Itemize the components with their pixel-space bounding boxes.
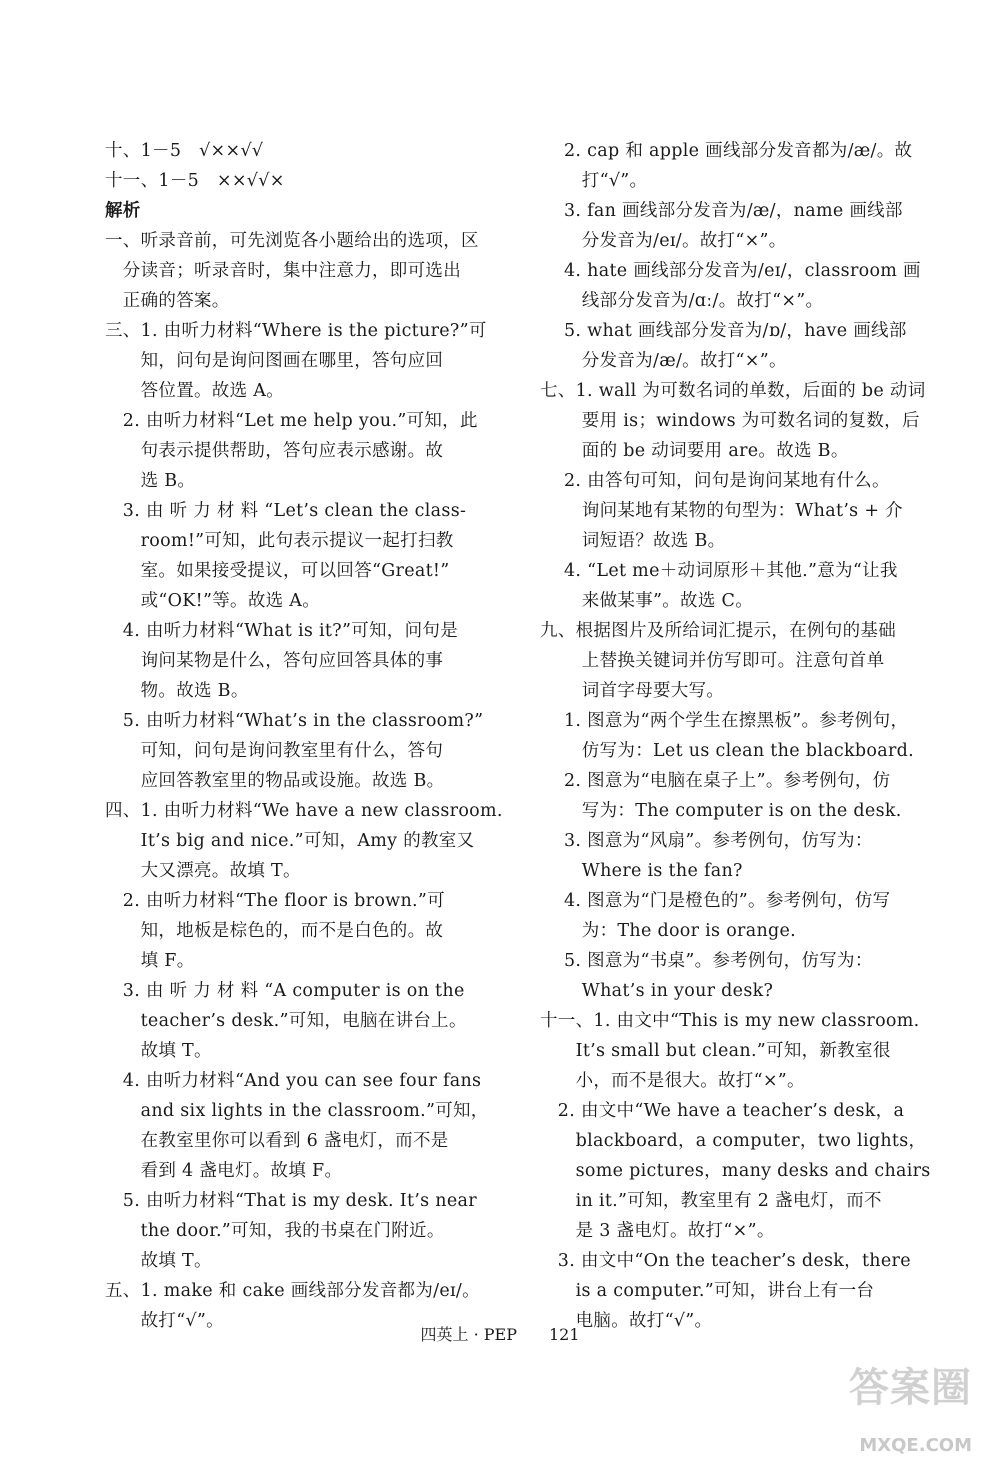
text-line: 写为：The computer is on the desk. xyxy=(564,801,902,821)
text-line: 应回答教室里的物品或设施。故选 B。 xyxy=(105,771,445,791)
text-line: 可知，问句是询问教室里有什么，答句 xyxy=(105,741,444,761)
text-line: 词首字母要大写。 xyxy=(564,681,725,701)
text-line: 分读音；听录音时，集中注意力，即可选出 xyxy=(105,261,461,281)
text-line: 3. 由 听 力 材 料 “Let’s clean the class- xyxy=(105,501,467,521)
answer-line: 十一、1－5 ××√√× xyxy=(105,171,285,191)
text-line: It’s small but clean.”可知，新教室很 xyxy=(540,1041,891,1061)
text-line: is a computer.”可知，讲台上有一台 xyxy=(540,1281,875,1301)
text-line: 4. 由听力材料“What is it?”可知，问句是 xyxy=(105,621,458,641)
text-line: 4. 由听力材料“And you can see four fans xyxy=(105,1071,482,1091)
text-line: room!”可知，此句表示提议一起打扫教 xyxy=(105,531,454,551)
text-line: 室。如果接受提议，可以回答“Great!” xyxy=(105,561,450,581)
section-heading: 解析 xyxy=(105,201,141,221)
text-line: 九、根据图片及所给词汇提示，在例句的基础 xyxy=(540,621,896,641)
text-line: 3. 图意为“风扇”。参考例句，仿写为： xyxy=(564,831,873,851)
text-line: 是 3 盏电灯。故打“×”。 xyxy=(540,1221,775,1241)
text-line: 上替换关键词并仿写即可。注意句首单 xyxy=(564,651,885,671)
text-line: 询问某物是什么，答句应回答具体的事 xyxy=(105,651,444,671)
text-line: 2. 由听力材料“The floor is brown.”可 xyxy=(105,891,445,911)
text-line: 分发音为/eɪ/。故打“×”。 xyxy=(564,231,787,251)
text-line: 一、听录音前，可先浏览各小题给出的选项，区 xyxy=(105,231,479,251)
answer-line: 十、1－5 √××√√ xyxy=(105,141,264,161)
text-line: 3. fan 画线部分发音为/æ/，name 画线部 xyxy=(564,201,903,221)
text-line: 看到 4 盏电灯。故填 F。 xyxy=(105,1161,343,1181)
text-line: in it.”可知，教室里有 2 盏电灯，而不 xyxy=(540,1191,882,1211)
text-line: 物。故选 B。 xyxy=(105,681,249,701)
text-line: 知，地板是棕色的，而不是白色的。故 xyxy=(105,921,444,941)
text-line: 填 F。 xyxy=(105,951,195,971)
text-line: 答位置。故选 A。 xyxy=(105,381,284,401)
text-line: 要用 is；windows 为可数名词的复数，后 xyxy=(564,411,920,431)
text-line: 七、1. wall 为可数名词的单数，后面的 be 动词 xyxy=(540,381,926,401)
text-line: 2. 由听力材料“Let me help you.”可知，此 xyxy=(105,411,478,431)
text-line: 故填 T。 xyxy=(105,1251,212,1271)
watermark-logo xyxy=(822,1356,972,1456)
watermark-text: 答案圈 xyxy=(849,1365,972,1411)
text-line: 面的 be 动词要用 are。故选 B。 xyxy=(564,441,849,461)
text-line: 5. 由听力材料“What’s in the classroom?” xyxy=(105,711,484,731)
text-line: 故填 T。 xyxy=(105,1041,212,1061)
text-line: 询问某地有某物的句型为：What’s + 介 xyxy=(564,501,903,521)
text-line: 来做某事”。故选 C。 xyxy=(564,591,753,611)
text-line: 2. 由答句可知，问句是询问某地有什么。 xyxy=(564,471,890,491)
text-line: 2. 由文中“We have a teacher’s desk，a xyxy=(540,1101,905,1121)
text-line: 三、1. 由听力材料“Where is the picture?”可 xyxy=(105,321,487,341)
text-line: blackboard，a computer，two lights， xyxy=(540,1131,927,1151)
text-line: It’s big and nice.”可知，Amy 的教室又 xyxy=(105,831,475,851)
text-line: 4. 图意为“门是橙色的”。参考例句，仿写 xyxy=(564,891,891,911)
text-line: the door.”可知，我的书桌在门附近。 xyxy=(105,1221,445,1241)
text-line: 5. 由听力材料“That is my desk. It’s near xyxy=(105,1191,477,1211)
text-line: 5. what 画线部分发音为/ɒ/，have 画线部 xyxy=(564,321,907,341)
text-line: 大又漂亮。故填 T。 xyxy=(105,861,301,881)
text-line: 知，问句是询问图画在哪里，答句应回 xyxy=(105,351,444,371)
text-line: 词短语？故选 B。 xyxy=(564,531,726,551)
watermark-url: MXQE.COM xyxy=(859,1435,972,1456)
page-footer: 四英上 · PEP 121 xyxy=(420,1325,580,1344)
text-line: 小，而不是很大。故打“×”。 xyxy=(540,1071,805,1091)
text-line: 在教室里你可以看到 6 盏电灯，而不是 xyxy=(105,1131,449,1151)
text-line: 正确的答案。 xyxy=(105,291,230,311)
text-line: 仿写为：Let us clean the blackboard. xyxy=(564,741,914,761)
text-line: 分发音为/æ/。故打“×”。 xyxy=(564,351,787,371)
text-line: 4. hate 画线部分发音为/eɪ/，classroom 画 xyxy=(564,261,921,281)
text-line: 1. 图意为“两个学生在擦黑板”。参考例句， xyxy=(564,711,909,731)
text-line: some pictures，many desks and chairs xyxy=(540,1161,931,1181)
text-line: 或“OK!”等。故选 A。 xyxy=(105,591,321,611)
text-line: What’s in your desk? xyxy=(564,981,774,1001)
text-line: 2. cap 和 apple 画线部分发音都为/æ/。故 xyxy=(564,141,913,161)
text-line: 2. 图意为“电脑在桌子上”。参考例句，仿 xyxy=(564,771,891,791)
text-line: 故打“√”。 xyxy=(105,1311,224,1331)
text-line: Where is the fan? xyxy=(564,861,743,881)
text-line: 电脑。故打“√”。 xyxy=(540,1311,713,1331)
text-line: teacher’s desk.”可知，电脑在讲台上。 xyxy=(105,1011,467,1031)
text-line: 3. 由 听 力 材 料 “A computer is on the xyxy=(105,981,465,1001)
text-line: 线部分发音为/ɑː/。故打“×”。 xyxy=(564,291,824,311)
text-line: 4. “Let me＋动词原形＋其他.”意为“让我 xyxy=(564,561,898,581)
text-line: and six lights in the classroom.”可知， xyxy=(105,1101,489,1121)
text-line: 五、1. make 和 cake 画线部分发音都为/eɪ/。 xyxy=(105,1281,480,1301)
text-line: 为：The door is orange. xyxy=(564,921,797,941)
text-line: 四、1. 由听力材料“We have a new classroom. xyxy=(105,801,503,821)
text-line: 3. 由文中“On the teacher’s desk，there xyxy=(540,1251,911,1271)
text-line: 5. 图意为“书桌”。参考例句，仿写为： xyxy=(564,951,873,971)
text-line: 打“√”。 xyxy=(564,171,648,191)
text-line: 句表示提供帮助，答句应表示感谢。故 xyxy=(105,441,444,461)
text-line: 十一、1. 由文中“This is my new classroom. xyxy=(540,1011,920,1031)
text-line: 选 B。 xyxy=(105,471,196,491)
